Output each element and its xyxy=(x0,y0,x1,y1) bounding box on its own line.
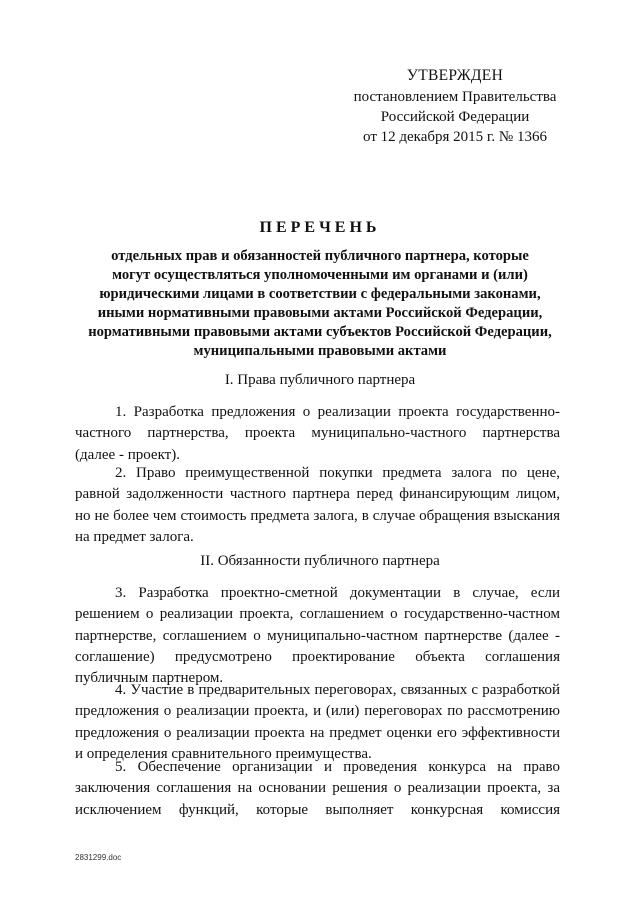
paragraph-line: исключением функций, которые выполняет конкурсная комиссия xyxy=(75,801,560,818)
paragraph-line: решением о реализации проекта, соглашением о государственно-частном xyxy=(75,606,560,623)
document-title: ПЕРЕЧЕНЬ xyxy=(259,219,381,236)
document-subtitle xyxy=(60,247,580,361)
approval-line-1: постановлением Правительства xyxy=(353,89,557,105)
subtitle-line: могут осуществляться уполномоченными им органами и (или) xyxy=(112,267,528,283)
subtitle-line: муниципальными правовыми актами xyxy=(193,343,447,359)
approval-block xyxy=(330,66,580,147)
paragraph-line: партнерстве, соглашением о муниципально-частном партнерстве (далее - xyxy=(75,627,560,644)
paragraph-line: и определения сравнительного преимущества. xyxy=(75,745,372,762)
paragraph-line: предложения о реализации проекта на предмет оценки его эффективности xyxy=(75,724,560,741)
paragraph-line: но не более чем стоимость предмета залога, в случае обращения взыскания xyxy=(75,507,560,524)
paragraph-line: 3. Разработка проектно-сметной документации в случае, если xyxy=(115,585,560,601)
subtitle-line: нормативными правовыми актами субъектов Российской Федерации, xyxy=(88,324,552,340)
paragraph-line: предложения о реализации проекта, и (или) переговорах по рассмотрению xyxy=(75,703,560,720)
subtitle-line: юридическими лицами в соответствии с федеральными законами, xyxy=(99,286,541,302)
section-1-title: I. Права публичного партнера xyxy=(224,372,416,388)
subtitle-line: отдельных прав и обязанностей публичного партнера, которые xyxy=(111,248,529,264)
paragraph-4 xyxy=(75,680,560,765)
section-2-title: II. Обязанности публичного партнера xyxy=(200,553,440,569)
paragraph-2 xyxy=(75,463,560,548)
paragraph-line: соглашение) предусмотрено проектирование объекта соглашения xyxy=(75,648,560,665)
paragraph-line: 2. Право преимущественной покупки предмета залога по цене, xyxy=(115,465,560,481)
approval-line-2: Российской Федерации xyxy=(380,109,530,125)
paragraph-line: на предмет залога. xyxy=(75,528,194,545)
paragraph-line: публичным партнером. xyxy=(75,670,224,687)
paragraph-line: 5. Обеспечение организации и проведения конкурса на право xyxy=(115,759,560,775)
paragraph-1 xyxy=(75,402,560,466)
paragraph-line: 4. Участие в предварительных переговорах, связанных с разработкой xyxy=(115,682,560,698)
paragraph-5 xyxy=(75,757,560,821)
paragraph-line: заключения соглашения на основании решения о реализации проекта, за xyxy=(75,780,560,797)
subtitle-line: иными нормативными правовыми актами Российской Федерации, xyxy=(97,305,543,321)
paragraph-line: частного партнерства, проекта муниципально-частного партнерства xyxy=(75,425,560,442)
paragraph-line: 1. Разработка предложения о реализации проекта государственно- xyxy=(115,404,560,420)
paragraph-3 xyxy=(75,583,560,689)
paragraph-line: равной задолженности частного партнера перед финансирующим лицом, xyxy=(75,486,560,503)
approval-line-3: от 12 декабря 2015 г. № 1366 xyxy=(363,129,547,145)
file-name-footer: 2831299.doc xyxy=(75,853,122,862)
approval-heading: УТВЕРЖДЕН xyxy=(406,67,504,84)
paragraph-line: (далее - проект). xyxy=(75,446,180,463)
